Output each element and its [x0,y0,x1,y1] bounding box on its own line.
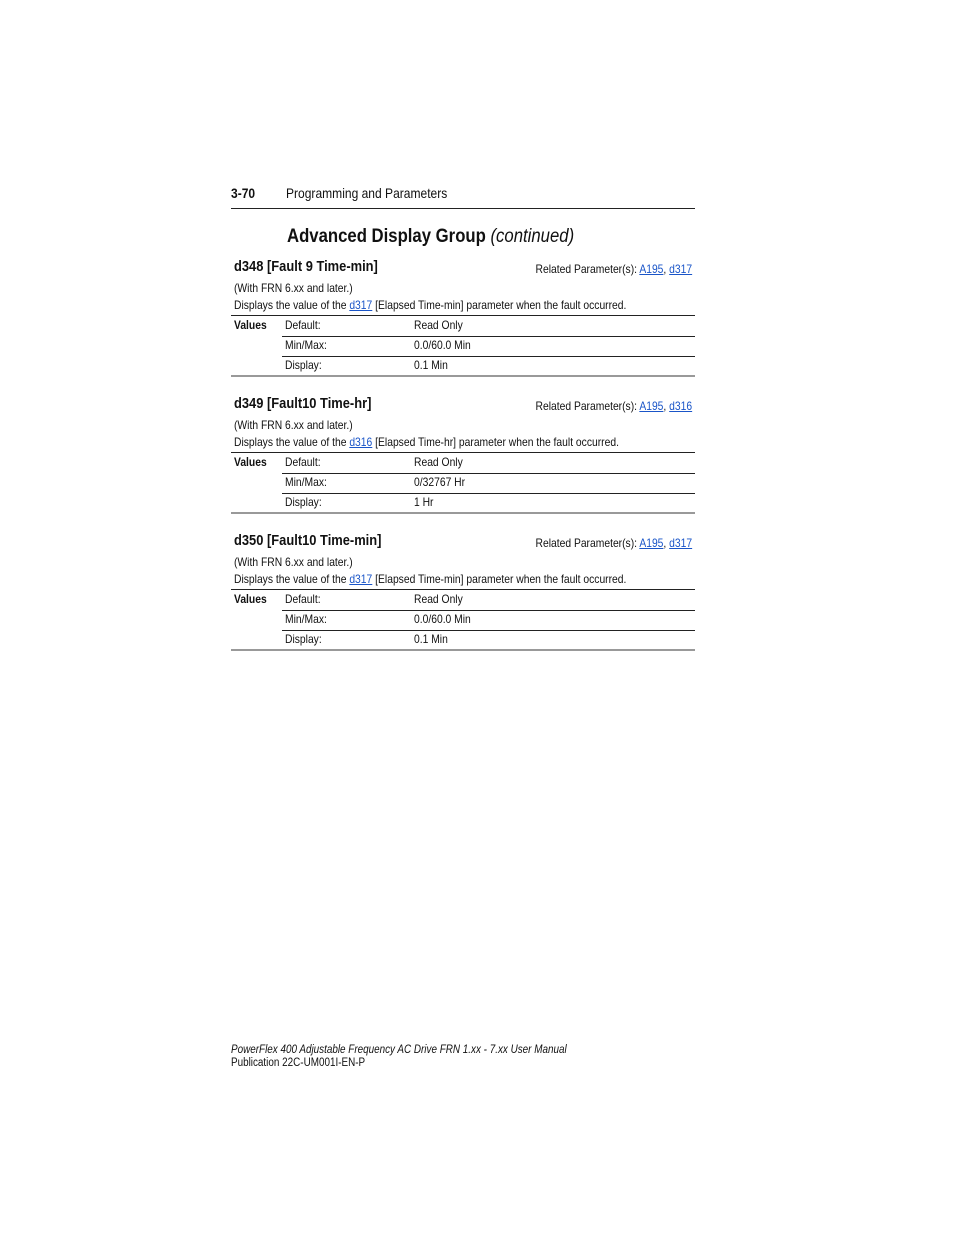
value-row-separator [282,610,695,611]
param-code: d350 [234,532,264,549]
value-row-value: 0.0/60.0 Min [414,338,471,352]
values-label: Values [234,455,267,469]
continued-label: (continued) [490,226,575,247]
value-row-label: Display: [285,358,322,372]
param-description: Displays the value of the d316 [Elapsed Time-hr] parameter when the fault occurred. [234,435,619,449]
value-row-label: Min/Max: [285,475,327,489]
value-row-value: 0/32767 Hr [414,475,466,489]
related-link[interactable]: d316 [669,399,692,413]
frn-note: (With FRN 6.xx and later.) [234,281,353,295]
param-name: [Fault10 Time-hr] [267,395,372,412]
value-row-label: Default: [285,318,321,332]
value-row-value: 1 Hr [414,495,434,509]
description-link[interactable]: d317 [349,298,373,312]
param-description: Displays the value of the d317 [Elapsed Time-min] parameter when the fault occurred. [234,298,627,312]
value-row-label: Display: [285,632,322,646]
value-row-label: Default: [285,455,321,469]
values-bottom-rule [231,649,695,651]
param-code: d348 [234,258,264,275]
param-name: [Fault 9 Time-min] [267,258,378,275]
page-number: 3-70 [231,185,256,201]
values-label: Values [234,318,267,332]
value-row-label: Min/Max: [285,338,327,352]
related-parameters: Related Parameter(s): A195, d317 [535,262,692,276]
value-row-label: Display: [285,495,322,509]
value-row-separator [282,473,695,474]
value-row-value: 0.1 Min [414,358,448,372]
values-top-rule [231,589,695,590]
value-row-separator [282,336,695,337]
description-link[interactable]: d316 [349,435,373,449]
description-link[interactable]: d317 [349,572,373,586]
param-title [234,258,378,275]
related-label: Related Parameter(s): [535,399,637,413]
param-name: [Fault10 Time-min] [267,532,382,549]
related-parameters: Related Parameter(s): A195, d317 [535,536,692,550]
param-code: d349 [234,395,264,412]
frn-note: (With FRN 6.xx and later.) [234,418,353,432]
param-description: Displays the value of the d317 [Elapsed Time-min] parameter when the fault occurred. [234,572,627,586]
value-row-label: Default: [285,592,321,606]
footer-manual-title: PowerFlex 400 Adjustable Frequency AC Drive FRN 1.xx - 7.xx User Manual [231,1044,567,1056]
group-title: Advanced Display Group (continued) [287,226,575,247]
value-row-separator [282,493,695,494]
value-row-value: 0.0/60.0 Min [414,612,471,626]
related-link[interactable]: d317 [669,536,692,550]
related-label: Related Parameter(s): [535,536,637,550]
values-bottom-rule [231,375,695,377]
value-row-separator [282,630,695,631]
param-title [234,532,381,549]
header-rule [231,208,695,209]
related-label: Related Parameter(s): [535,262,637,276]
frn-note: (With FRN 6.xx and later.) [234,555,353,569]
values-label: Values [234,592,267,606]
value-row-value: Read Only [414,455,463,469]
param-title [234,395,371,412]
values-top-rule [231,452,695,453]
value-row-value: Read Only [414,318,463,332]
section-title: Programming and Parameters [286,185,448,201]
related-parameters: Related Parameter(s): A195, d316 [535,399,692,413]
value-row-value: Read Only [414,592,463,606]
related-link[interactable]: A195 [639,536,664,550]
values-bottom-rule [231,512,695,514]
value-row-value: 0.1 Min [414,632,448,646]
values-top-rule [231,315,695,316]
related-link[interactable]: A195 [639,399,664,413]
value-row-separator [282,356,695,357]
value-row-label: Min/Max: [285,612,327,626]
related-link[interactable]: A195 [639,262,664,276]
related-link[interactable]: d317 [669,262,692,276]
footer-publication: Publication 22C-UM001I-EN-P [231,1057,366,1069]
